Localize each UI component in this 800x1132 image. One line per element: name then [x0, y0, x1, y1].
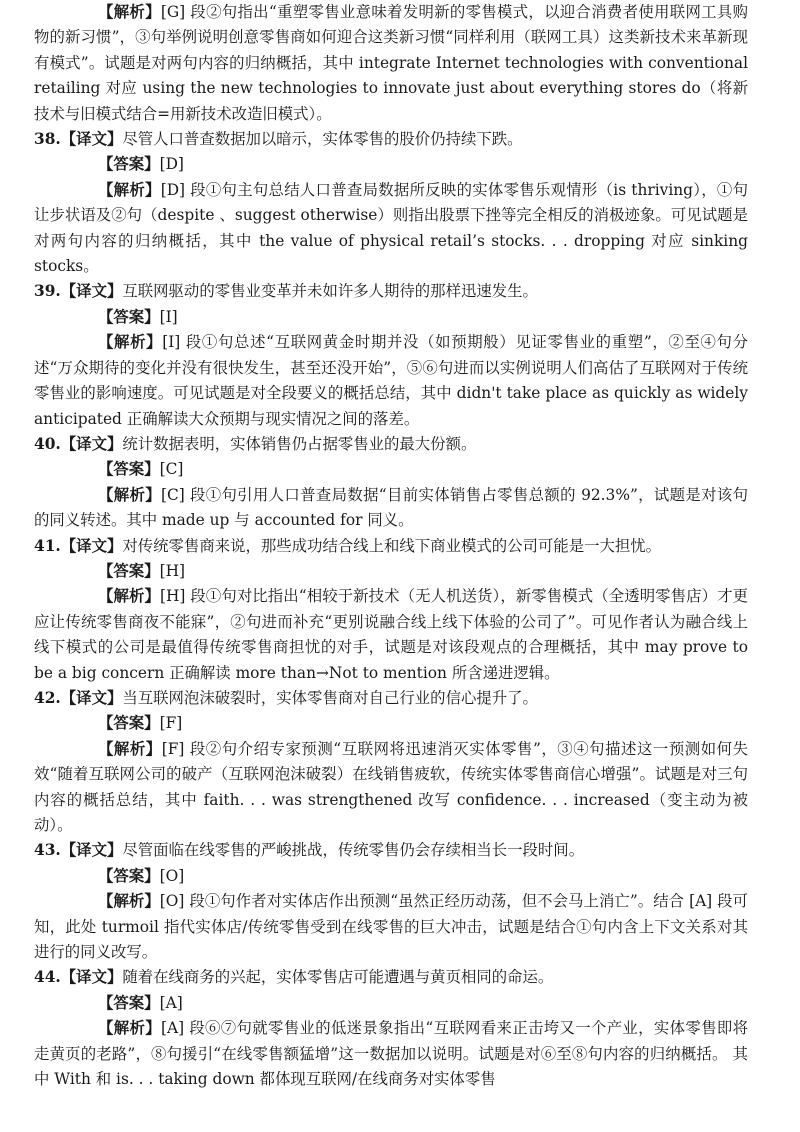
analysis-paragraph-38	[34, 178, 748, 280]
item-number: 43.	[34, 841, 61, 860]
answer-text: [I]	[159, 307, 178, 326]
answer-41	[34, 559, 748, 584]
analysis-text: [O] 段①句作者对实体店作出预测“虽然正经历动荡，但不会马上消亡”。结合 [A] 段可知，此处 turmoil 指代实体店/传统零售受到在线零售的巨大冲击，试题是结合①句内含上下文关系对其进行的同义改写。	[34, 892, 748, 962]
translation-item-42	[34, 686, 748, 711]
item-number: 40.	[34, 434, 61, 453]
translation-item-38	[34, 127, 748, 152]
analysis-label: 【解析】	[98, 180, 161, 199]
analysis-text: [F] 段②句介绍专家预测“互联网将迅速消灭实体零售”，③④句描述这一预测如何失效“随着互联网公司的破产（互联网泡沫破裂）在线销售疲软，传统实体零售商信心增强”。试题是对三句内容的概括总结，其中 faith. . . was strengthened 改写 confidence. . . increased（变主动为被动）。	[34, 739, 748, 834]
item-number: 42.	[34, 688, 61, 707]
analysis-label: 【解析】	[98, 333, 163, 352]
translation-label: 【译文】	[60, 282, 123, 301]
translation-text: 尽管面临在线零售的严峻挑战，传统零售仍会存续相当长一段时间。	[122, 841, 585, 860]
item-number: 38.	[34, 130, 61, 149]
answer-40	[34, 457, 748, 482]
answer-explanations	[34, 0, 748, 1092]
analysis-label: 【解析】	[98, 587, 160, 606]
translation-text: 对传统零售商来说，那些成功结合线上和线下商业模式的公司可能是一大担忧。	[122, 536, 662, 555]
analysis-text: [I] 段①句总述“互联网黄金时期并没（如预期般）见证零售业的重塑”，②至④句分述“万众期待的变化并没有很快发生，甚至还没开始”，⑤⑥句进而以实例说明人们高估了互联网对于传统零售业的影响速度。可见试题是对全段要义的概括总结，其中 didn't take place as quickly as widely anticipated 正确解读大众预期与现实情况之间的落差。	[34, 333, 748, 428]
analysis-paragraph-42	[34, 737, 748, 839]
translation-label: 【译文】	[60, 688, 123, 707]
analysis-text: [H] 段①句对比指出“相较于新技术（无人机送货），新零售模式（全透明零售店）才更应让传统零售商夜不能寐”，②句进而补充“更别说融合线上线下体验的公司了”。可见作者认为融合线上线下模式的公司是最值得传统零售商担忧的对手，试题是对该段观点的合理概括，其中 may prove to be a big concern 正确解读 more than→Not to mention 所含递进逻辑。	[34, 587, 748, 682]
item-number: 39.	[34, 282, 61, 301]
translation-text: 互联网驱动的零售业变革并未如许多人期待的那样迅速发生。	[122, 282, 538, 301]
answer-text: [F]	[159, 714, 183, 733]
translation-item-44	[34, 965, 748, 990]
analysis-paragraph-37	[34, 0, 748, 127]
translation-text: 统计数据表明，实体销售仍占据零售业的最大份额。	[122, 434, 477, 453]
analysis-label: 【解析】	[98, 892, 160, 911]
analysis-text: [A] 段⑥⑦句就零售业的低迷景象指出“互联网看来正击垮又一个产业，实体零售即将走黄页的老路”，⑧句援引“在线零售额猛增”这一数据加以说明。试题是对⑥至⑧句内容的归纳概括。 其中 With 和 is. . . taking down 都体现互联网/在线商务对实体零售	[34, 1019, 748, 1089]
answer-42	[34, 711, 748, 736]
analysis-text: [D] 段①句主句总结人口普查局数据所反映的实体零售乐观情形（is thriving），①句让步状语及②句（despite 、suggest otherwise）则指出股票下挫等完全相反的消极迹象。可见试题是对两句内容的归纳概括，其中 the value of physical retail’s stocks. . . dropping 对应 sinking stocks。	[34, 180, 748, 276]
translation-label: 【译文】	[60, 130, 123, 149]
answer-text: [O]	[159, 866, 185, 885]
analysis-label: 【解析】	[98, 3, 161, 21]
answer-43	[34, 864, 748, 889]
item-number: 41.	[34, 536, 61, 555]
analysis-paragraph-44	[34, 1016, 748, 1092]
answer-label: 【答案】	[98, 460, 160, 479]
answer-label: 【答案】	[98, 561, 160, 580]
answer-label: 【答案】	[98, 307, 160, 326]
answer-39	[34, 305, 748, 330]
answer-label: 【答案】	[98, 155, 160, 174]
answer-44	[34, 991, 748, 1016]
analysis-label: 【解析】	[98, 739, 162, 758]
answer-38	[34, 152, 748, 177]
answer-label: 【答案】	[98, 866, 160, 885]
translation-text: 当互联网泡沫破裂时，实体零售商对自己行业的信心提升了。	[122, 688, 538, 707]
analysis-paragraph-43	[34, 889, 748, 965]
translation-item-43	[34, 838, 748, 863]
item-number: 44.	[34, 968, 61, 987]
translation-item-41	[34, 534, 748, 559]
translation-item-39	[34, 279, 748, 304]
translation-label: 【译文】	[60, 434, 123, 453]
answer-text: [A]	[159, 993, 183, 1012]
answer-label: 【答案】	[98, 993, 160, 1012]
translation-text: 随着在线商务的兴起，实体零售店可能遭遇与黄页相同的命运。	[122, 968, 554, 987]
analysis-paragraph-40	[34, 483, 748, 534]
answer-text: [D]	[159, 155, 184, 174]
translation-item-40	[34, 432, 748, 457]
translation-text: 尽管人口普查数据加以暗示，实体零售的股价仍持续下跌。	[122, 130, 523, 149]
translation-label: 【译文】	[60, 841, 123, 860]
analysis-label: 【解析】	[98, 485, 161, 504]
translation-label: 【译文】	[60, 536, 123, 555]
translation-label: 【译文】	[60, 968, 123, 987]
analysis-label: 【解析】	[98, 1019, 161, 1038]
analysis-text: [C] 段①句引用人口普查局数据“目前实体销售占零售总额的 92.3%”，试题是对该句的同义转述。其中 made up 与 accounted for 同义。	[34, 485, 748, 530]
analysis-text: [G] 段②句指出“重塑零售业意味着发明新的零售模式，以迎合消费者使用联网工具购物的新习惯”，③句举例说明创意零售商如何迎合这类新习惯“同样利用（联网工具）这类新技术来革新现有模式”。试题是对两句内容的归纳概括，其中 integrate Internet technologies with conventional retailing 对应 using the new technologies to innovate just about everything stores do（将新技术与旧模式结合=用新技术改造旧模式）。	[34, 3, 748, 123]
answer-label: 【答案】	[98, 714, 160, 733]
answer-text: [H]	[159, 561, 186, 580]
answer-text: [C]	[159, 460, 184, 479]
analysis-paragraph-39	[34, 330, 748, 432]
analysis-paragraph-41	[34, 584, 748, 686]
